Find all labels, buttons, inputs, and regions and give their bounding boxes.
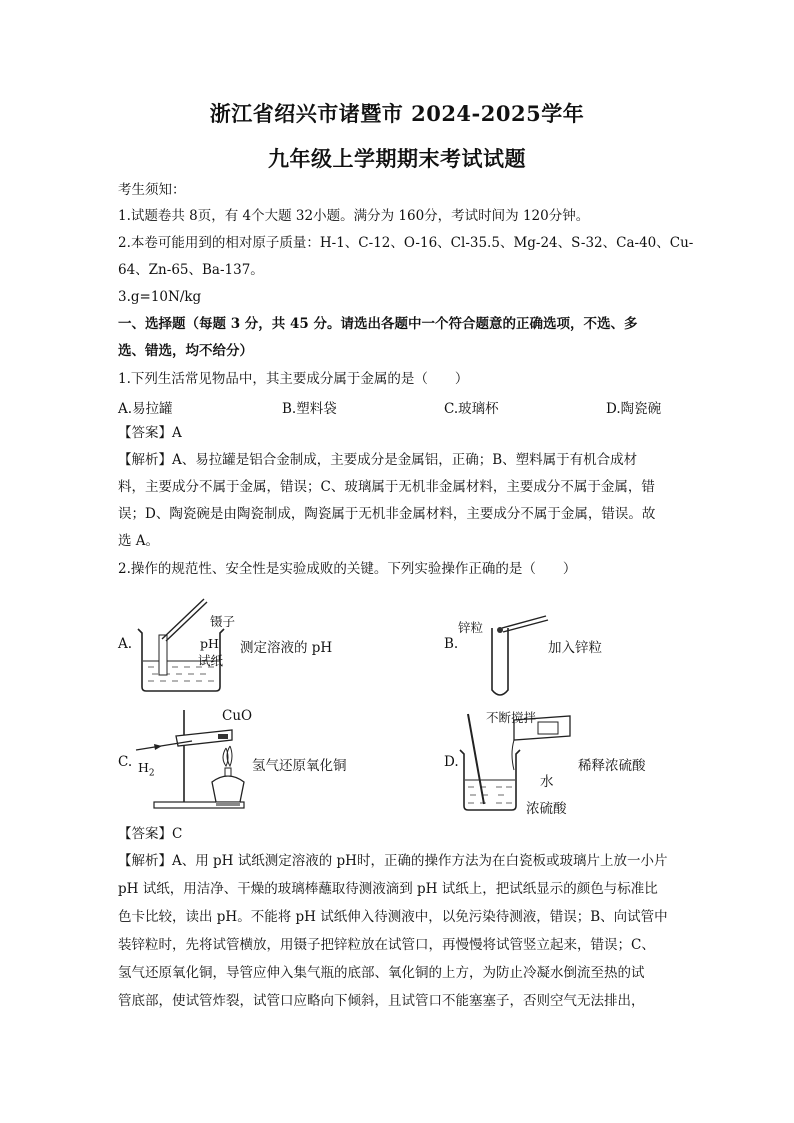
fig-c-h2-label: [138, 760, 155, 779]
fig-a-letter: A.: [118, 636, 133, 652]
q1-stem: 1.下列生活常见物品中，其主要成分属于金属的是（ ）: [118, 371, 469, 387]
fig-a-drawing: [132, 595, 242, 695]
q2-analysis-line-4: 装锌粒时，先将试管横放，用镊子把锌粒放在试管口，再慢慢将试管竖立起来，错误；C、: [118, 937, 655, 953]
q1-analysis-line-3: 误；D、陶瓷碗是由陶瓷制成，陶瓷属于无机非金属材料，主要成分不属于金属，错误。故: [118, 506, 656, 522]
q1-option-b: B.塑料袋: [282, 401, 337, 417]
q2-analysis-line-5: 氢气还原氧化铜，导管应伸入集气瓶的底部、氧化铜的上方，为防止冷凝水倒流至热的试: [118, 965, 645, 981]
q1-analysis-line-2: 料，主要成分不属于金属，错误；C、玻璃属于无机非金属材料，主要成分不属于金属，错: [118, 479, 655, 495]
section-heading-line-1: 一、选择题（每题 3 分，共 45 分。请选出各题中一个符合题意的正确选项，不选、多: [118, 316, 638, 332]
fig-b-caption: 加入锌粒: [548, 640, 602, 656]
section-heading-line-2: 选、错选，均不给分）: [118, 343, 253, 359]
fig-a-caption: 测定溶液的 pH: [240, 640, 333, 656]
q1-option-a: A.易拉罐: [118, 401, 173, 417]
q2-analysis-line-3: 色卡比较，读出 pH。不能将 pH 试纸伸入待测液中，以免污染待测液，错误；B、向试管中: [118, 909, 668, 925]
fig-b-zinc-label: 锌粒: [458, 620, 484, 635]
page-title-line2: 九年级上学期期末考试试题: [268, 146, 526, 171]
fig-c-letter: C.: [118, 754, 133, 770]
fig-c-cuo-label: CuO: [222, 708, 253, 724]
notice-line-4: 3.g=10N/kg: [118, 289, 202, 305]
fig-d-letter: D.: [444, 754, 459, 770]
q1-analysis-line-1: 【解析】A、易拉罐是铝合金制成，主要成分是金属铝，正确；B、塑料属于有机合成材: [118, 452, 638, 468]
q2-analysis-line-1: 【解析】A、用 pH 试纸测定溶液的 pH时，正确的操作方法为在白瓷板或玻璃片上放一小片: [118, 853, 668, 869]
notice-line-3: 64、Zn-65、Ba-137。: [118, 262, 264, 278]
notice-line-2: 2.本卷可能用到的相对原子质量：H-1、C-12、O-16、Cl-35.5、Mg-24、S-32、Ca-40、Cu-: [118, 235, 694, 251]
fig-c-h2-symbol: H: [138, 760, 149, 775]
page-title-line1: 浙江省绍兴市诸暨市 2024-2025学年: [209, 101, 585, 126]
fig-b-drawing: [480, 612, 560, 702]
notice-line-1: 1.试题卷共 8页，有 4个大题 32小题。满分为 160分，考试时间为 120分钟。: [118, 208, 590, 224]
fig-d-acid-label: 浓硫酸: [526, 801, 567, 817]
q1-option-d: D.陶瓷碗: [606, 401, 662, 417]
q2-analysis-line-6: 管底部，使试管炸裂，试管口应略向下倾斜，且试管口不能塞塞子，否则空气无法排出，: [118, 993, 645, 1009]
q1-answer: 【答案】A: [118, 425, 182, 441]
fig-c-caption: 氢气还原氧化铜: [252, 758, 347, 774]
fig-a-ph-label: pH: [200, 636, 219, 651]
fig-b-letter: B.: [444, 636, 459, 652]
q2-stem: 2.操作的规范性、安全性是实验成败的关键。下列实验操作正确的是（ ）: [118, 561, 577, 577]
q2-analysis-line-2: pH 试纸，用洁净、干燥的玻璃棒蘸取待测液滴到 pH 试纸上，把试纸显示的颜色与标准比: [118, 881, 658, 897]
notice-heading: 考生须知：: [118, 182, 186, 198]
fig-a-tweezers-label: 镊子: [210, 614, 236, 629]
q2-answer: 【答案】C: [118, 826, 183, 842]
fig-c-h2-subscript: 2: [148, 768, 155, 779]
q1-option-c: C.玻璃杯: [444, 401, 499, 417]
fig-d-water-label: 水: [540, 774, 554, 790]
fig-d-stir-label: 不断搅拌: [486, 710, 537, 725]
fig-a-paper-label: 试纸: [198, 653, 224, 668]
q1-analysis-line-4: 选 A。: [118, 533, 160, 549]
fig-d-caption: 稀释浓硫酸: [578, 758, 646, 774]
